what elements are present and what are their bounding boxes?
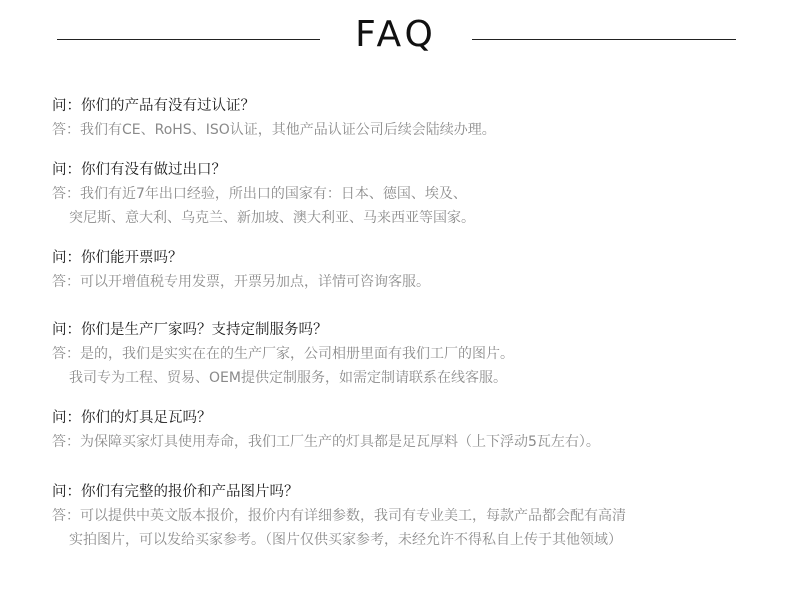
faq-question: 问：你们是生产厂家吗？支持定制服务吗？ [52,322,328,338]
faq-item-invoice [52,246,752,294]
faq-item-manufacturer [52,318,752,390]
faq-answer: 答：为保障买家灯具使用寿命，我们工厂生产的灯具都是足瓦厚料（上下浮动5瓦左右）。 [52,434,600,450]
faq-item-export [52,158,752,230]
faq-item-quotation [52,480,752,552]
faq-answer: 答：是的，我们是实实在在的生产厂家，公司相册里面有我们工厂的图片。 [52,346,514,362]
title-rule-left [57,39,320,40]
faq-question: 问：你们的产品有没有过认证？ [52,98,255,114]
faq-answer: 答：可以开增值税专用发票，开票另加点，详情可咨询客服。 [52,274,430,290]
faq-question: 问：你们能开票吗？ [52,250,183,266]
faq-answer: 答：我们有CE、RoHS、ISO认证，其他产品认证公司后续会陆续办理。 [52,122,496,138]
faq-answer: 答：我们有近7年出口经验，所出口的国家有：日本、德国、埃及、 [52,186,467,202]
faq-item-certification [52,94,752,142]
faq-answer-continued: 我司专为工程、贸易、OEM提供定制服务，如需定制请联系在线客服。 [69,370,507,386]
faq-question: 问：你们的灯具足瓦吗？ [52,410,212,426]
faq-question: 问：你们有没有做过出口？ [52,162,226,178]
faq-header [0,0,790,80]
faq-item-wattage [52,406,752,454]
faq-answer-continued: 突尼斯、意大利、乌克兰、新加坡、澳大利亚、马来西亚等国家。 [69,210,475,226]
faq-question: 问：你们有完整的报价和产品图片吗？ [52,484,299,500]
faq-answer: 答：可以提供中英文版本报价，报价内有详细参数，我司有专业美工，每款产品都会配有高清 [52,508,626,524]
page-title: FAQ [355,14,437,55]
title-rule-right [472,39,736,40]
faq-answer-continued: 实拍图片，可以发给买家参考。（图片仅供买家参考，未经允许不得私自上传于其他领域） [69,532,622,548]
